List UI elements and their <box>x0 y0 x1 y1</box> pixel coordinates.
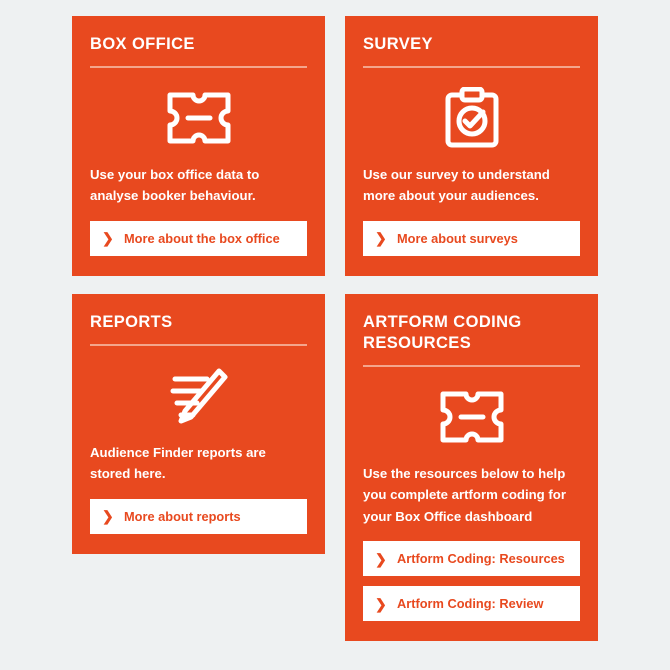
more-about-surveys-button[interactable] <box>363 221 580 256</box>
card-survey <box>345 16 598 276</box>
card-description: Use your box office data to analyse booker behaviour. <box>90 167 260 204</box>
card-description: Use the resources below to help you complete artform coding for your Box Office dashboard <box>363 466 566 524</box>
button-label: More about reports <box>124 508 241 524</box>
more-about-the-box-office-button[interactable] <box>90 221 307 256</box>
ticket-icon <box>90 72 307 164</box>
button-label: Artform Coding: Resources <box>397 551 565 567</box>
card-description: Audience Finder reports are stored here. <box>90 444 266 482</box>
chevron-right-icon: ❯ <box>375 550 387 567</box>
chevron-right-icon: ❯ <box>375 230 387 247</box>
card-reports <box>72 294 325 554</box>
card-description: Use our survey to understand more about your audiences. <box>363 167 550 204</box>
card-title: ARTFORM CODING RESOURCES <box>363 312 580 367</box>
card-box-office <box>72 16 325 276</box>
report-chart-icon <box>90 350 307 442</box>
ticket-icon <box>363 371 580 463</box>
clipboard-check-icon <box>363 72 580 164</box>
chevron-right-icon: ❯ <box>375 595 387 612</box>
chevron-right-icon: ❯ <box>102 230 114 247</box>
chevron-right-icon: ❯ <box>102 508 114 525</box>
card-artform-coding-resources <box>345 294 598 641</box>
card-title: BOX OFFICE <box>90 34 307 68</box>
card-title: REPORTS <box>90 312 307 346</box>
more-about-reports-button[interactable] <box>90 499 307 534</box>
button-label: More about the box office <box>124 230 280 246</box>
artform-coding-resources-button[interactable] <box>363 541 580 576</box>
button-label: Artform Coding: Review <box>397 596 544 612</box>
card-title: SURVEY <box>363 34 580 68</box>
artform-coding-review-button[interactable] <box>363 586 580 621</box>
button-label: More about surveys <box>397 230 518 246</box>
